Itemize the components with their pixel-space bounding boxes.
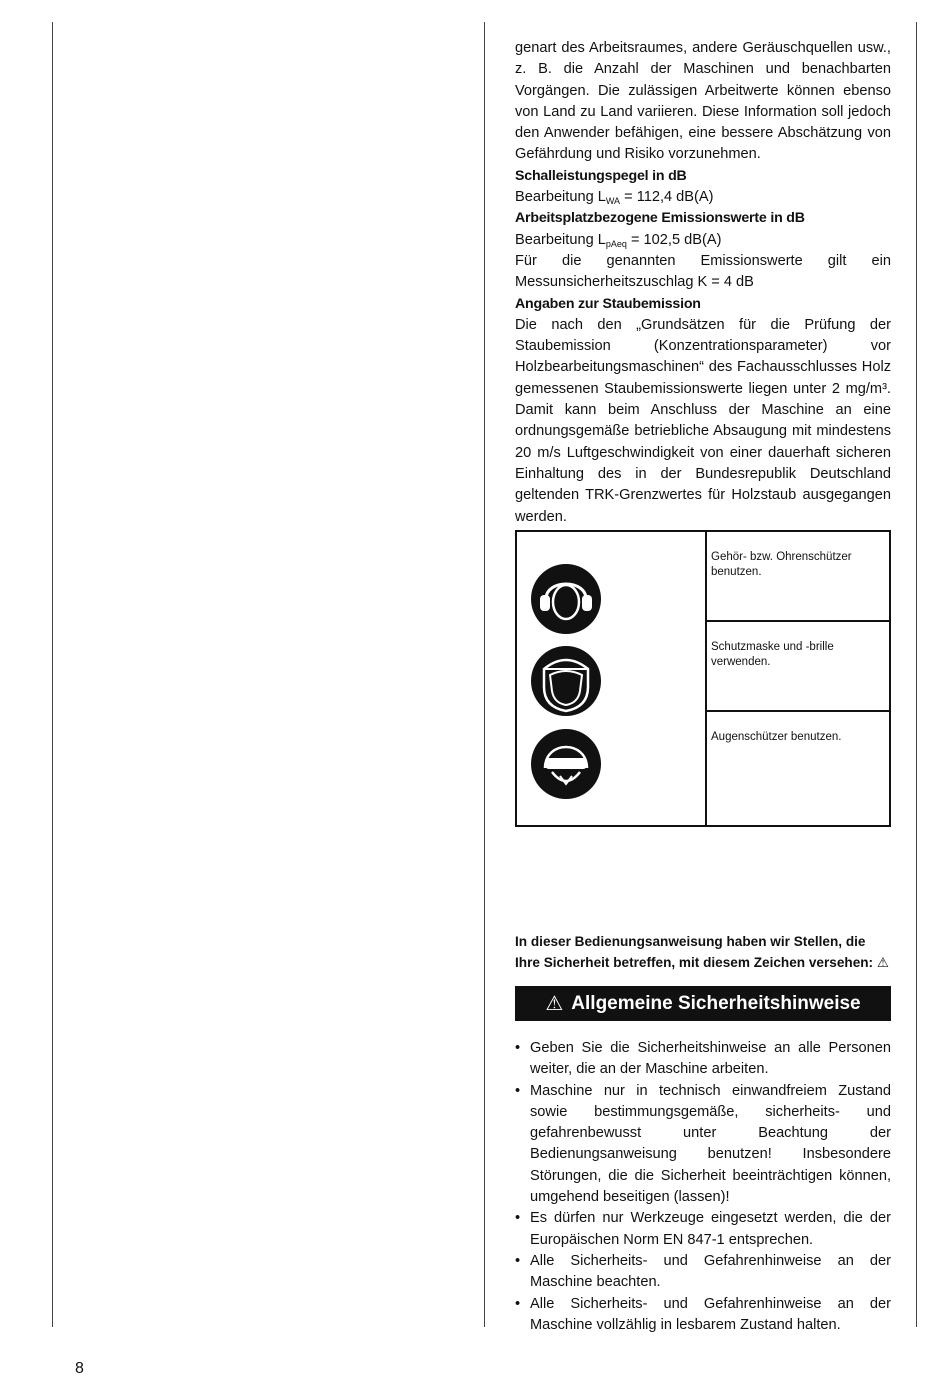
bullet-icon: • <box>515 1252 521 1269</box>
left-column-rule <box>52 22 53 1327</box>
sound-power-line: Bearbeitung $L_{WA} = 112,4$ dB(A) <box>515 189 714 207</box>
bullet-icon: • <box>515 1295 521 1312</box>
dust-heading: Angaben zur Staubemission <box>515 295 701 312</box>
right-column-rule <box>916 22 917 1327</box>
eye-protection-icon <box>530 728 602 800</box>
ear-protection-icon <box>530 563 602 635</box>
emission-note: Für die genannten Emissionswerte gilt ein Messunsicherheitszuschlag K = 4 dB <box>515 252 891 291</box>
emission-heading: Arbeitsplatzbezogene Emissionswerte in dB <box>515 210 805 227</box>
sound-power-heading: Schalleistungspegel in dB <box>515 167 687 184</box>
list-item: • Alle Sicherheits- und Gefahrenhinweise an der Maschine beachten. <box>515 1252 891 1291</box>
bullet-icon: • <box>515 1082 521 1099</box>
page-number: 8 <box>75 1360 84 1377</box>
ppe-icon-cell <box>517 532 707 825</box>
ppe-text-eye: Augenschützer benutzen. <box>711 731 842 743</box>
safety-notice <box>515 931 891 974</box>
text-column <box>515 38 891 528</box>
list-item: • Es dürfen nur Werkzeuge eingesetzt werden, die der Europäischen Norm EN 847-1 entsprechen. <box>515 1210 891 1248</box>
dust-paragraph: Die nach den „Grundsätzen für die Prüfung der Staubemission (Konzentrationsparameter) vor Holzbearbeitungsmaschinen“ des Fachausschlusses Holz gemessenen Staubemissionswerte liegen unter 2 mg/m³. Damit kann beim Anschluss der Maschine an eine ordnungsgemäße betriebliche Absaugung mit mindestens 20 m/s Luftgeschwindigkeit von einer dauerhaft sicheren Einhaltung des in der Bundesrepublik Deutschland geltenden TRK-Grenzwertes für Holzstaub ausgegangen werden. <box>515 316 891 525</box>
middle-column-rule <box>484 22 485 1327</box>
ppe-table <box>515 530 891 827</box>
list-item: • Maschine nur in technisch einwandfreiem Zustand sowie bestimmungsgemäße, sicherheits- und gefahrenbewusst unter Beachtung der Bedienungsanweisung benutzen! Insbesondere Störungen, die die Sicherheit beeinträchtigen können, umgehend beseitigen (lassen)! <box>515 1082 891 1206</box>
warning-triangle-icon: ⚠ <box>876 955 890 971</box>
ppe-text-ear: Gehör- bzw. Ohrenschützer benutzen. <box>705 532 891 622</box>
section-title: Allgemeine Sicherheitshinweise <box>571 992 861 1014</box>
list-item: • Geben Sie die Sicherheitshinweise an alle Personen weiter, die an der Maschine arbeiten. <box>515 1040 891 1078</box>
safety-notice-text: In dieser Bedienungsanweisung haben wir Stellen, die Ihre Sicherheit betreffen, mit diesem Zeichen versehen: <box>515 934 874 971</box>
safety-list <box>515 1038 891 1336</box>
intro-paragraph: genart des Arbeitsraumes, andere Geräuschquellen usw., z. B. die Anzahl der Maschinen und benachbarten Vorgängen. Die zulässigen Arbeitwerte können ebenso von Land zu Land variieren. Diese Information soll jedoch den Anwender befähigen, eine bessere Abschätzung von Gefährdung und Risiko vorzunehmen. <box>515 40 891 163</box>
bullet-icon: • <box>515 1040 521 1056</box>
section-banner <box>515 986 891 1021</box>
face-shield-icon <box>530 645 602 717</box>
ppe-text-face: Schutzmaske und -brille verwenden. <box>705 622 891 712</box>
list-item: • Alle Sicherheits- und Gefahrenhinweise an der Maschine vollzählig in lesbarem Zustand halten. <box>515 1295 891 1333</box>
warning-triangle-icon: ⚠ <box>545 993 564 1015</box>
bullet-icon: • <box>515 1210 521 1227</box>
emission-line: Bearbeitung $L_{pAeq} = 102,5$ dB(A) <box>515 231 722 249</box>
